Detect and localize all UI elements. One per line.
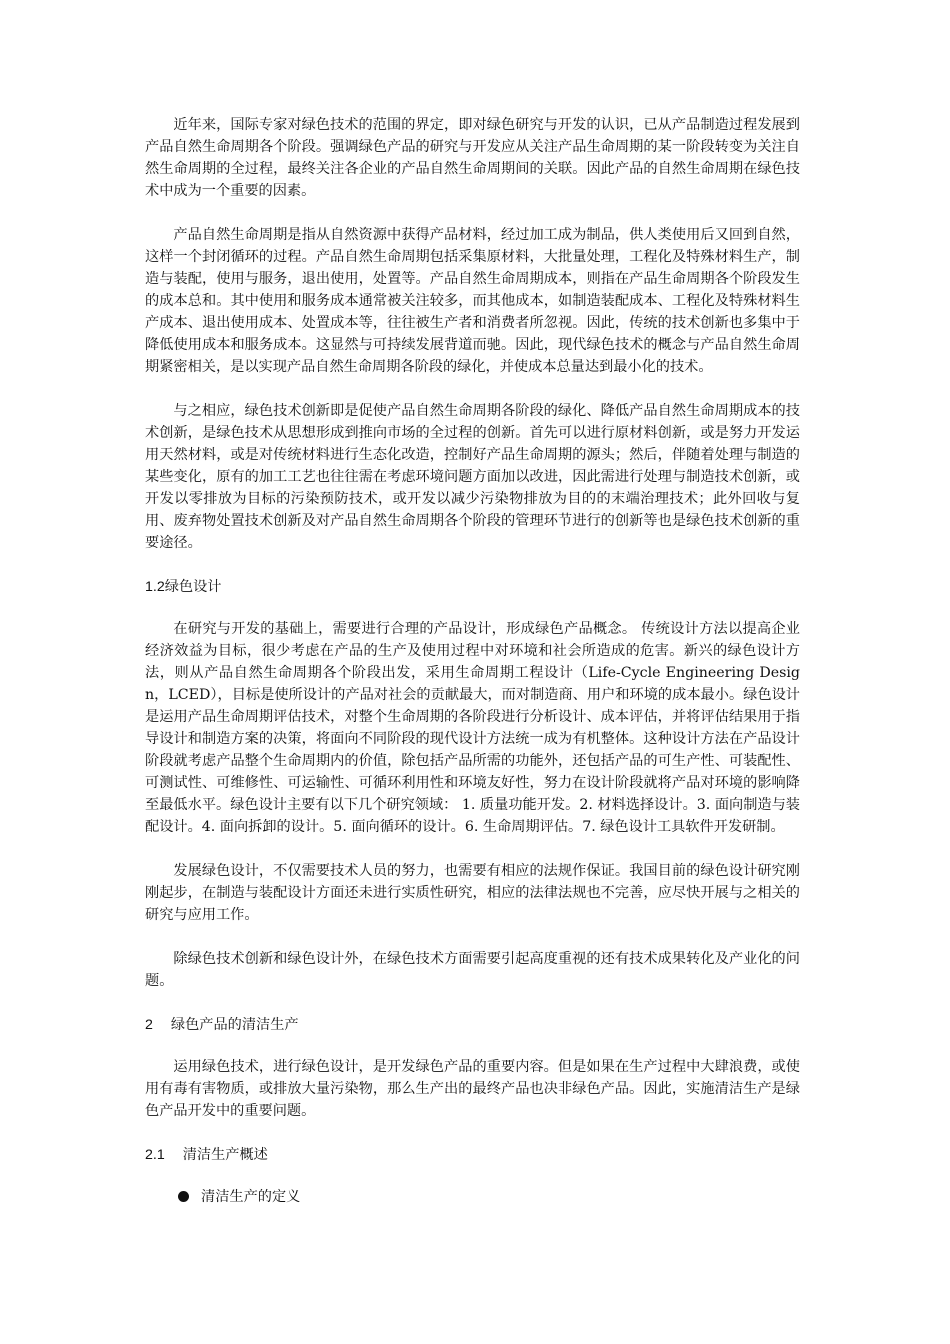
filled-circle-bullet-icon bbox=[178, 1191, 189, 1202]
paragraph-product-life-cycle: 产品自然生命周期是指从自然资源中获得产品材料，经过加工成为制品，供人类使用后又回到自然，这样一个封闭循环的过程。产品自然生命周期包括采集原材料，大批量处理，工程化及特殊材料生产，制造与装配，使用与服务，退出使用，处置等。产品自然生命周期成本，则指在产品生命周期各个阶段发生的成本总和。其中使用和服务成本通常被关注较多，而其他成本，如制造装配成本、工程化及特殊材料生产成本、退出使用成本、处置成本等，往往被生产者和消费者所忽视。因此，传统的技术创新也多集中于降低使用成本和服务成本。这显然与可持续发展背道而驰。因此，现代绿色技术的概念与产品自然生命周期紧密相关，是以实现产品自然生命周期各阶段的绿化，并使成本总量达到最小化的技术。 bbox=[145, 227, 800, 375]
paragraph-clean-production-intro: 运用绿色技术，进行绿色设计，是开发绿色产品的重要内容。但是如果在生产过程中大肆浪费，或使用有毒有害物质，或排放大量污染物，那么生产出的最终产品也决非绿色产品。因此，实施清洁生产是绿色产品开发中的重要问题。 bbox=[145, 1059, 800, 1119]
paragraph-green-tech-innovation: 与之相应，绿色技术创新即是促使产品自然生命周期各阶段的绿化、降低产品自然生命周期成本的技术创新，是绿色技术从思想形成到推向市场的全过程的创新。首先可以进行原材料创新，或是努力开发运用天然材料，或是对传统材料进行生态化改造，控制好产品生命周期的源头；然后，伴随着处理与制造的某些变化，原有的加工工艺也往往需在考虑环境问题方面加以改进，因此需进行处理与制造技术创新，或开发以零排放为目标的污染预防技术，或开发以减少污染物排放为目的的末端治理技术；此外回收与复用、废弃物处置技术创新及对产品自然生命周期各个阶段的管理环节进行的创新等也是绿色技术创新的重要途径。 bbox=[145, 403, 800, 551]
bullet-item bbox=[145, 1186, 800, 1208]
section-heading-1-2 bbox=[145, 576, 800, 598]
section-number: 1.2 bbox=[145, 579, 165, 595]
section-title: 清洁生产概述 bbox=[182, 1147, 268, 1163]
section-number: 2 bbox=[145, 1017, 153, 1033]
section-number: 2.1 bbox=[145, 1147, 165, 1163]
section-title: 绿色产品的清洁生产 bbox=[170, 1017, 299, 1033]
section-title: 绿色设计 bbox=[164, 579, 222, 595]
bullet-text: 清洁生产的定义 bbox=[201, 1189, 301, 1205]
section-heading-2 bbox=[145, 1014, 800, 1036]
paragraph-industrialization: 除绿色技术创新和绿色设计外，在绿色技术方面需要引起高度重视的还有技术成果转化及产业化的问题。 bbox=[145, 951, 800, 989]
paragraph-green-tech-scope: 近年来，国际专家对绿色技术的范围的界定，即对绿色研究与开发的认识，已从产品制造过程发展到产品自然生命周期各个阶段。强调绿色产品的研究与开发应从关注产品生命周期的某一阶段转变为关注自然生命周期的全过程，最终关注各企业的产品自然生命周期间的关联。因此产品的自然生命周期在绿色技术中成为一个重要的因素。 bbox=[145, 117, 800, 199]
document-page bbox=[145, 114, 800, 1208]
paragraph-develop-green-design: 发展绿色设计，不仅需要技术人员的努力，也需要有相应的法规作保证。我国目前的绿色设计研究刚刚起步，在制造与装配设计方面还未进行实质性研究，相应的法律法规也不完善，应尽快开展与之相关的研究与应用工作。 bbox=[145, 863, 800, 923]
paragraph-green-design: 在研究与开发的基础上，需要进行合理的产品设计，形成绿色产品概念。 传统设计方法以提高企业经济效益为目标，很少考虑在产品的生产及使用过程中对环境和社会所造成的危害。新兴的绿色设计方法，则从产品自然生命周期各个阶段出发，采用生命周期工程设计（Life-Cycle Engineering Design，LCED），目标是使所设计的产品对社会的贡献最大，而对制造商、用户和环境的成本最小。绿色设计是运用产品生命周期评估技术，对整个生命周期的各阶段进行分析设计、成本评估，并将评估结果用于指导设计和制造方案的决策，将面向不同阶段的现代设计方法统一成为有机整体。这种设计方法在产品设计阶段就考虑产品整个生命周期内的价值，除包括产品所需的功能外，还包括产品的可生产性、可装配性、可测试性、可维修性、可运输性、可循环利用性和环境友好性，努力在设计阶段就将产品对环境的影响降至最低水平。绿色设计主要有以下几个研究领域： 1. 质量功能开发。2. 材料选择设计。3. 面向制造与装配设计。4. 面向拆卸的设计。5. 面向循环的设计。6. 生命周期评估。7. 绿色设计工具软件开发研制。 bbox=[145, 621, 800, 835]
section-heading-2-1 bbox=[145, 1144, 800, 1166]
